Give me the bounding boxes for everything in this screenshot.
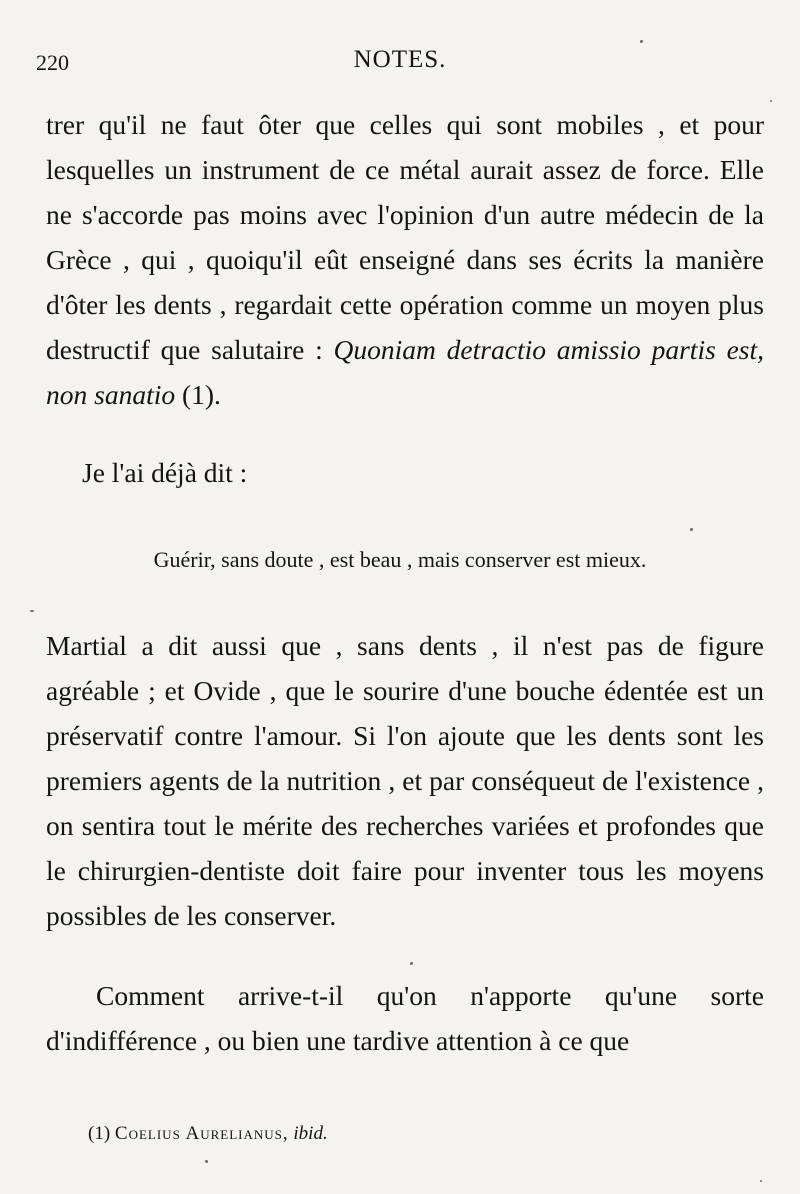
scan-speck: [410, 962, 413, 965]
paragraph-martial: Martial a dit aussi que , sans dents , il n'est pas de figure agréable ; et Ovide , que le sourire d'une bouche édentée est un préservatif contre l'amour. Si l'on ajoute que les dents sont les premiers agents de la nutrition , et par conséqueut de l'existence , on sentira tout le mérite des recherches variées et profondes que le chirurgien-dentiste doit faire pour inventer tous les moyens possibles de les conserver.: [46, 630, 764, 931]
scan-speck: [760, 1180, 762, 1182]
paragraph-comment-arrive: Comment arrive-t-il qu'on n'apporte qu'une sorte d'indifférence , ou bien une tardive attention à ce que: [46, 980, 764, 1056]
page-number: 220: [36, 50, 69, 75]
footnote-ibid: ibid.: [293, 1123, 328, 1144]
running-head-title: NOTES.: [353, 46, 447, 73]
footnote-reference: (1).: [181, 379, 221, 410]
verse-quotation: Guérir, sans doute , est beau , mais conserver est mieux.: [153, 547, 647, 572]
paragraph-1-text: trer qu'il ne faut ôter que celles qui sont mobiles , et pour lesquelles un instrument de ce métal aurait assez de force. Elle ne s'accorde pas moins avec l'opinion d'un autre médecin de la Grèce , qui , quoiqu'il eût enseigné dans ses écrits la manière d'ôter les dents , regardait cette opération comme un moyen plus destructif que salutaire :: [46, 109, 764, 365]
latin-quotation: Quoniam detractio amissio partis est, non sanatio: [46, 334, 764, 410]
footnote-number: (1): [88, 1123, 111, 1144]
footnote-author: Coelius Aurelianus,: [114, 1123, 289, 1144]
scan-speck: [640, 40, 643, 43]
scan-speck: [205, 1160, 208, 1163]
paragraph-2-text: Je l'ai déjà dit :: [82, 457, 248, 488]
scan-speck: [770, 100, 772, 102]
paragraph-je-lai-deja-dit: [46, 450, 764, 495]
footnote: [88, 1121, 328, 1147]
scan-speck: [30, 610, 34, 612]
paragraph-continuation: [46, 102, 764, 417]
scan-speck: [690, 528, 693, 531]
